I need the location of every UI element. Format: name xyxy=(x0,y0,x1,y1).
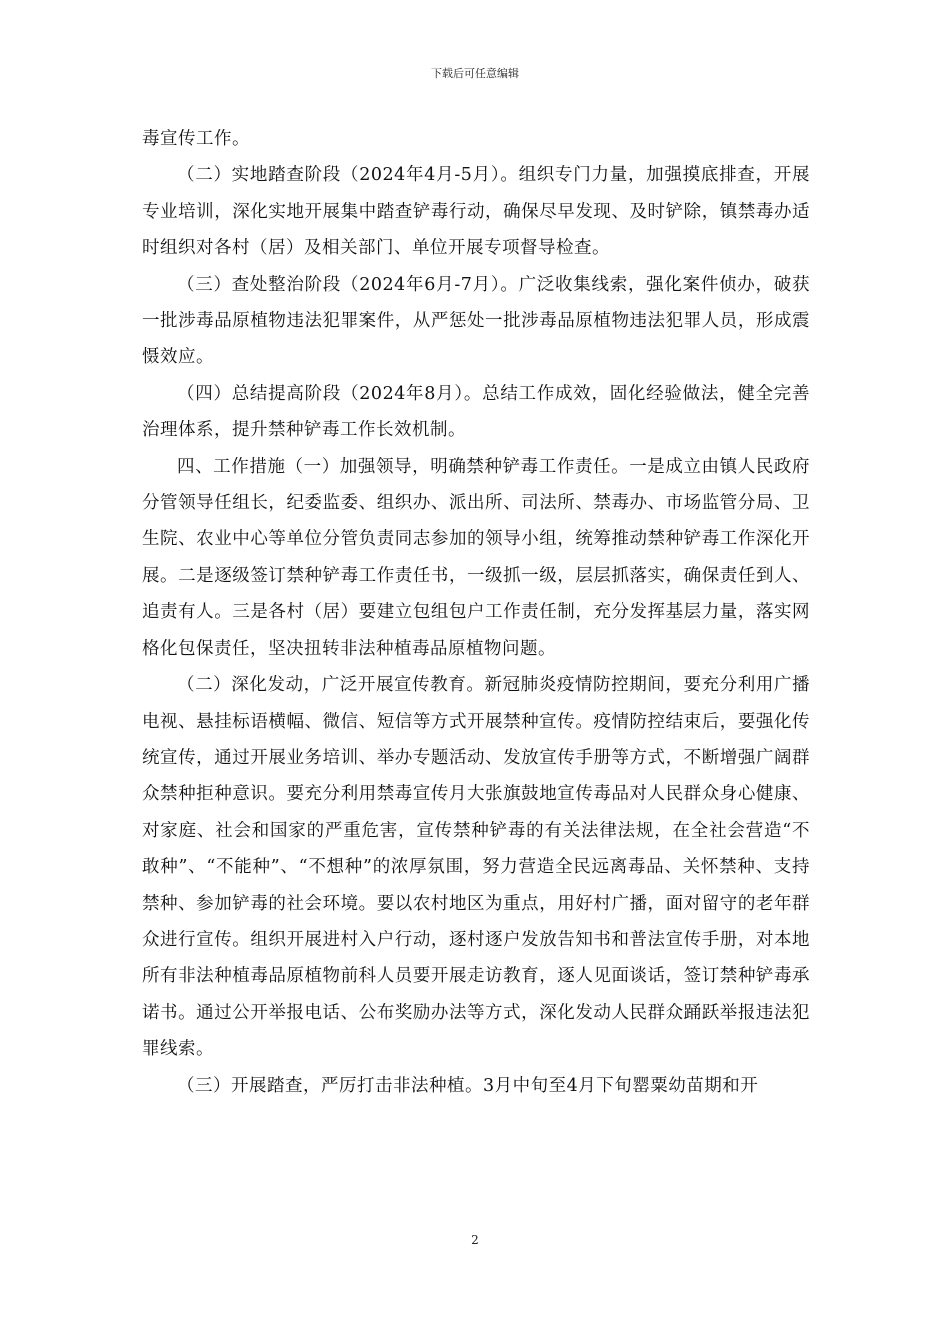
page-number: 2 xyxy=(471,1233,479,1247)
paragraph-measures-three: （三）开展踏查，严厉打击非法种植。3月中旬至4月下旬罂粟幼苗期和开 xyxy=(177,1075,759,1096)
paragraph-stage-four: （四）总结提高阶段（2024年8月）。总结工作成效，固化经验做法，健全完善治理体系，提升禁种铲毒工作长效机制。 xyxy=(142,383,810,441)
paragraph-continuation: 毒宣传工作。 xyxy=(142,129,250,149)
document-body xyxy=(142,121,810,1104)
paragraph-stage-three: （三）查处整治阶段（2024年6月-7月）。广泛收集线索，强化案件侦办，破获一批涉毒品原植物违法犯罪案件，从严惩处一批涉毒品原植物违法犯罪人员，形成震慑效应。 xyxy=(142,274,810,368)
paragraph-stage-two: （二）实地踏查阶段（2024年4月-5月）。组织专门力量，加强摸底排查，开展专业培训，深化实地开展集中踏查铲毒行动，确保尽早发现、及时铲除，镇禁毒办适时组织对各村（居）及相关部门、单位开展专项督导检查。 xyxy=(142,165,810,259)
paragraph-measures-one: 四、工作措施（一）加强领导，明确禁种铲毒工作责任。一是成立由镇人民政府分管领导任组长，纪委监委、组织办、派出所、司法所、禁毒办、市场监管分局、卫生院、农业中心等单位分管负责同志参加的领导小组，统筹推动禁种铲毒工作深化开展。二是逐级签订禁种铲毒工作责任书，一级抓一级，层层抓落实，确保责任到人、追责有人。三是各村（居）要建立包组包户工作责任制，充分发挥基层力量，落实网格化包保责任，坚决扭转非法种植毒品原植物问题。 xyxy=(142,456,810,659)
page-header: 下载后可任意编辑 xyxy=(431,67,519,80)
paragraph-measures-two: （二）深化发动，广泛开展宣传教育。新冠肺炎疫情防控期间，要充分利用广播电视、悬挂标语横幅、微信、短信等方式开展禁种宣传。疫情防控结束后，要强化传统宣传，通过开展业务培训、举办专题活动、发放宣传手册等方式，不断增强广阔群众禁种拒种意识。要充分利用禁毒宣传月大张旗鼓地宣传毒品对人民群众身心健康、对家庭、社会和国家的严重危害，宣传禁种铲毒的有关法律法规，在全社会营造“不敢种”、“不能种”、“不想种”的浓厚氛围，努力营造全民远离毒品、关怀禁种、支持禁种、参加铲毒的社会环境。要以农村地区为重点，用好村广播，面对留守的老年群众进行宣传。组织开展进村入户行动，逐村逐户发放告知书和普法宣传手册，对本地所有非法种植毒品原植物前科人员要开展走访教育，逐人见面谈话，签订禁种铲毒承诺书。通过公开举报电话、公布奖励办法等方式，深化发动人民群众踊跃举报违法犯罪线索。 xyxy=(142,675,810,1060)
